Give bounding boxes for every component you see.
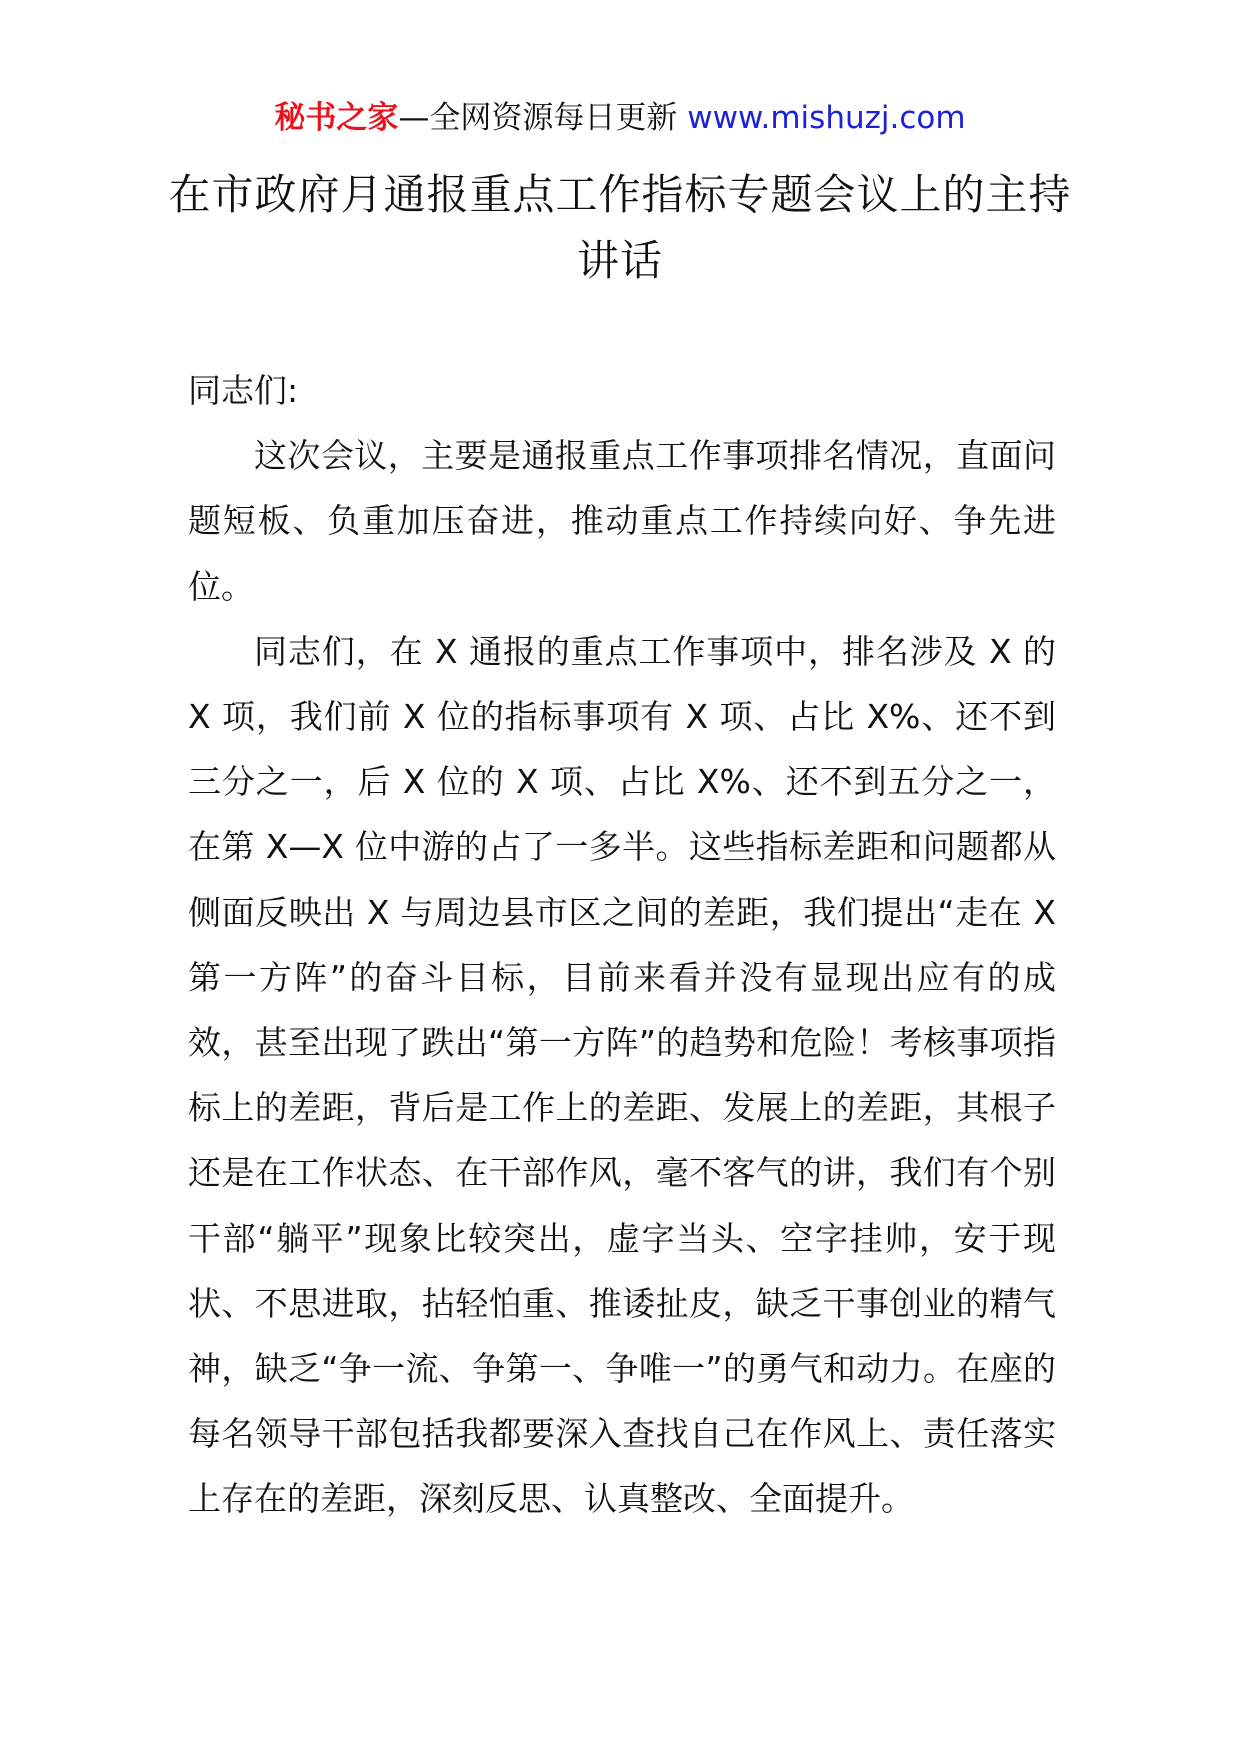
banner-slogan: —全网资源每日更新 [398,100,678,136]
paragraph-2: 同志们，在 X 通报的重点工作事项中，排名涉及 X 的 X 项，我们前 X 位的指标事项有 X 项、占比 X%、还不到三分之一，后 X 位的 X 项、占比 X%、还不到五分之一，在第 X—X 位中游的占了一多半。这些指标差距和问题都从侧面反映出 X 与周边县市区之间的差距，我们提出“走在 X 第一方阵”的奋斗目标，目前来看并没有显现出应有的成效，甚至出现了跌出“第一方阵”的趋势和危险！考核事项指标上的差距，背后是工作上的差距、发展上的差距，其根子还是在工作状态、在干部作风，毫不客气的讲，我们有个别干部“躺平”现象比较突出，虚字当头、空字挂帅，安于现状、不思进取，拈轻怕重、推诿扯皮，缺乏干事创业的精气神，缺乏“争一流、争第一、争唯一”的勇气和动力。在座的每名领导干部包括我都要深入查找自己在作风上、责任落实上存在的差距，深刻反思、认真整改、全面提升。 [188,631,1056,1519]
banner-brand: 秘书之家 [274,100,399,136]
banner-url-link[interactable]: www.mishuzj.com [687,100,966,136]
site-banner [0,96,1240,140]
salutation: 同志们: [188,371,299,410]
document-title: 在市政府月通报重点工作指标专题会议上的主持讲话 [168,170,1072,285]
document-body [188,358,1056,1532]
paragraph-1: 这次会议，主要是通报重点工作事项排名情况，直面问题短板、负重加压奋进，推动重点工作持续向好、争先进位。 [188,436,1056,606]
